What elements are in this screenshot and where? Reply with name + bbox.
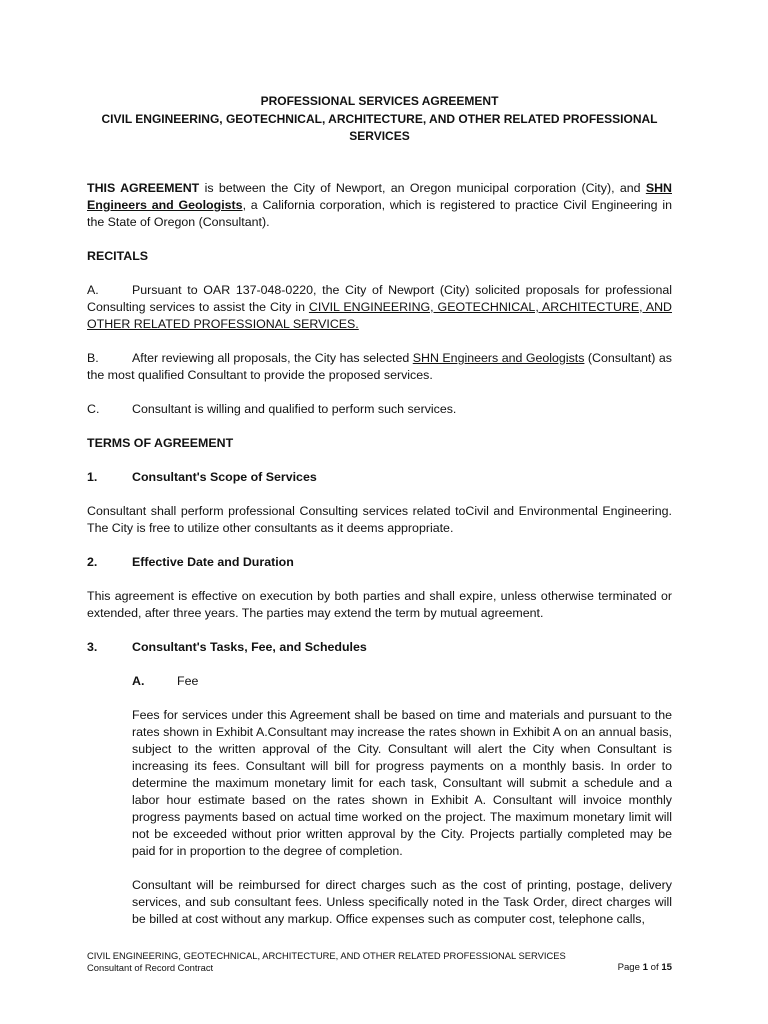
recital-a-text: Pursuant to OAR 137-048-0220, the City of Newport (City) solicited proposals for professional Consulting services to assist the City in [87, 283, 672, 314]
section-2-number: 2. [87, 555, 98, 569]
document-title: PROFESSIONAL SERVICES AGREEMENT [260, 94, 499, 108]
recital-a-services: CIVIL ENGINEERING, GEOTECHNICAL, ARCHITECTURE, AND OTHER RELATED PROFESSIONAL SERVICES. [87, 300, 672, 331]
footer-title: CIVIL ENGINEERING, GEOTECHNICAL, ARCHITECTURE, AND OTHER RELATED PROFESSIONAL SERVICES [87, 950, 566, 961]
section-3a [87, 673, 672, 928]
section-3-heading [87, 639, 672, 656]
recital-b-label: B. [87, 351, 99, 365]
recital-c-text: Consultant is willing and qualified to perform such services. [132, 402, 457, 416]
page-total: 15 [661, 962, 672, 973]
recital-a [87, 282, 672, 333]
section-3a-title: Fee [177, 674, 199, 688]
page-prefix: Page [617, 962, 643, 973]
recital-b [87, 350, 672, 384]
recital-a-label: A. [87, 283, 99, 297]
section-2-heading [87, 554, 672, 571]
intro-text-1: is between the City of Newport, an Oregon municipal corporation (City), and [199, 181, 646, 195]
document-subtitle: CIVIL ENGINEERING, GEOTECHNICAL, ARCHITECTURE, AND OTHER RELATED PROFESSIONAL SERVICES [101, 112, 658, 143]
intro-text-2: , a California corporation, which is registered to practice Civil Engineering in the State of Oregon (Consultant). [87, 198, 672, 229]
page-number [618, 962, 672, 974]
section-3-title: Consultant's Tasks, Fee, and Schedules [132, 640, 367, 654]
fee-paragraph-1: Fees for services under this Agreement shall be based on time and materials and pursuant to the rates shown in Exhibit A.Consultant may increase the rates shown in Exhibit A on an annual basis, subject to the written approval of the City. Consultant will alert the City when Consultant is increasing its fees. Consultant will bill for progress payments on a monthly basis. In order to determine the maximum monetary limit for each task, Consultant will submit a schedule and a labor hour estimate based on the rates shown in Exhibit A. Consultant will invoice monthly progress payments based on actual time worked on the project. The maximum monetary limit will not be exceeded without prior written approval by the City. Projects partially completed may be paid for in proportion to the degree of completion. [132, 708, 672, 858]
section-1-heading [87, 469, 672, 486]
section-1-body: Consultant shall perform professional Consulting services related toCivil and Environmental Engineering. The City is free to utilize other consultants as it deems appropriate. [87, 504, 672, 535]
section-3a-number: A. [132, 674, 145, 688]
section-1-title: Consultant's Scope of Services [132, 470, 317, 484]
document-body [87, 93, 672, 928]
page-mid: of [647, 962, 662, 973]
section-2-title: Effective Date and Duration [132, 555, 294, 569]
section-3a-heading [132, 673, 672, 690]
terms-heading: TERMS OF AGREEMENT [87, 436, 234, 450]
recital-b-text-1: After reviewing all proposals, the City has selected [132, 351, 413, 365]
page-current: 1 [642, 962, 648, 973]
recitals-heading: RECITALS [87, 249, 149, 263]
recital-c-label: C. [87, 402, 100, 416]
footer-contract-name: Consultant of Record Contract [87, 962, 214, 973]
section-2-body: This agreement is effective on execution by both parties and shall expire, unless otherwise terminated or extended, after three years. The parties may extend the term by mutual agreement. [87, 589, 672, 620]
recital-c [87, 401, 672, 418]
intro-paragraph [87, 180, 672, 231]
page-footer [87, 950, 672, 974]
fee-paragraph-2: Consultant will be reimbursed for direct charges such as the cost of printing, postage, delivery services, and sub consultant fees. Unless specifically noted in the Task Order, direct charges will be billed at cost without any markup. Office expenses such as computer cost, telephone calls, [132, 878, 672, 926]
consultant-name: SHN Engineers and Geologists [87, 181, 672, 212]
footer-row [87, 962, 672, 974]
recital-b-text-2: (Consultant) as the most qualified Consultant to provide the proposed services. [87, 351, 672, 382]
recital-b-consultant: SHN Engineers and Geologists [412, 351, 585, 365]
intro-lead: THIS AGREEMENT [87, 181, 200, 195]
section-3-number: 3. [87, 640, 98, 654]
section-1-number: 1. [87, 470, 98, 484]
